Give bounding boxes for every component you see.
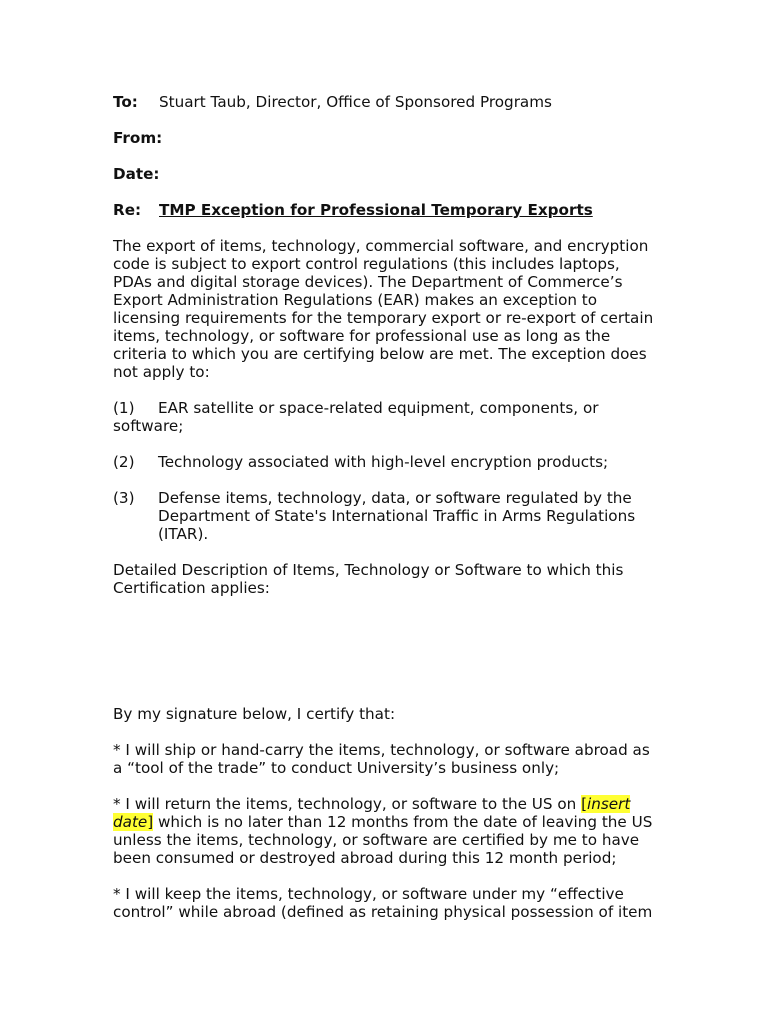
exception-text: EAR satellite or space-related equipment, components, or software; bbox=[113, 399, 599, 435]
certification-item bbox=[113, 795, 658, 867]
re-subject: TMP Exception for Professional Temporary Exports bbox=[159, 201, 593, 219]
re-label: Re: bbox=[113, 201, 142, 219]
re-line bbox=[113, 201, 658, 219]
exception-text: Defense items, technology, data, or software regulated by the Department of State's International Traffic in Arms Regulations (ITAR). bbox=[158, 489, 636, 543]
cert-text: which is no later than 12 months from the date of leaving the US unless the items, technology, or software are certified by me to have been consumed or destroyed abroad during this 12 month period; bbox=[113, 813, 653, 867]
exception-text: Technology associated with high-level encryption products; bbox=[158, 453, 609, 471]
to-value: Stuart Taub, Director, Office of Sponsored Programs bbox=[159, 93, 552, 111]
intro-paragraph: The export of items, technology, commercial software, and encryption code is subject to export control regulations (this includes laptops, PDAs and digital storage devices). The Department of Commerce’s Export Administration Regulations (EAR) makes an exception to licensing requirements for the temporary export or re-export of certain items, technology, or software for professional use as long as the criteria to which you are certifying below are met. The exception does not apply to: bbox=[113, 237, 654, 381]
bracket-close: ] bbox=[147, 813, 154, 831]
description-prompt: Detailed Description of Items, Technology or Software to which this Certification applies: bbox=[113, 561, 624, 597]
from-label: From: bbox=[113, 129, 163, 147]
from-value bbox=[159, 129, 658, 147]
date-line bbox=[113, 165, 658, 183]
date-value bbox=[159, 165, 658, 183]
to-line bbox=[113, 93, 658, 111]
memo-document bbox=[113, 93, 658, 921]
description-blank-area bbox=[113, 597, 658, 705]
bracket-open: [ bbox=[581, 795, 588, 813]
placeholder-text: insert date bbox=[113, 795, 631, 831]
exception-number: (1) bbox=[113, 399, 135, 417]
exception-item bbox=[113, 453, 658, 471]
certification-item: * I will ship or hand-carry the items, technology, or software abroad as a “tool of the trade” to conduct University’s business only; bbox=[113, 741, 650, 777]
from-line bbox=[113, 129, 658, 147]
cert-text: * I will return the items, technology, or software to the US on bbox=[113, 795, 582, 813]
certify-intro: By my signature below, I certify that: bbox=[113, 705, 396, 723]
exception-number: (3) bbox=[113, 489, 135, 507]
exception-item bbox=[113, 399, 658, 435]
certification-item: * I will keep the items, technology, or software under my “effective control” while abroad (defined as retaining physical possession of item bbox=[113, 885, 653, 921]
to-label: To: bbox=[113, 93, 138, 111]
exception-item bbox=[113, 489, 658, 543]
date-label: Date: bbox=[113, 165, 160, 183]
exception-number: (2) bbox=[113, 453, 135, 471]
